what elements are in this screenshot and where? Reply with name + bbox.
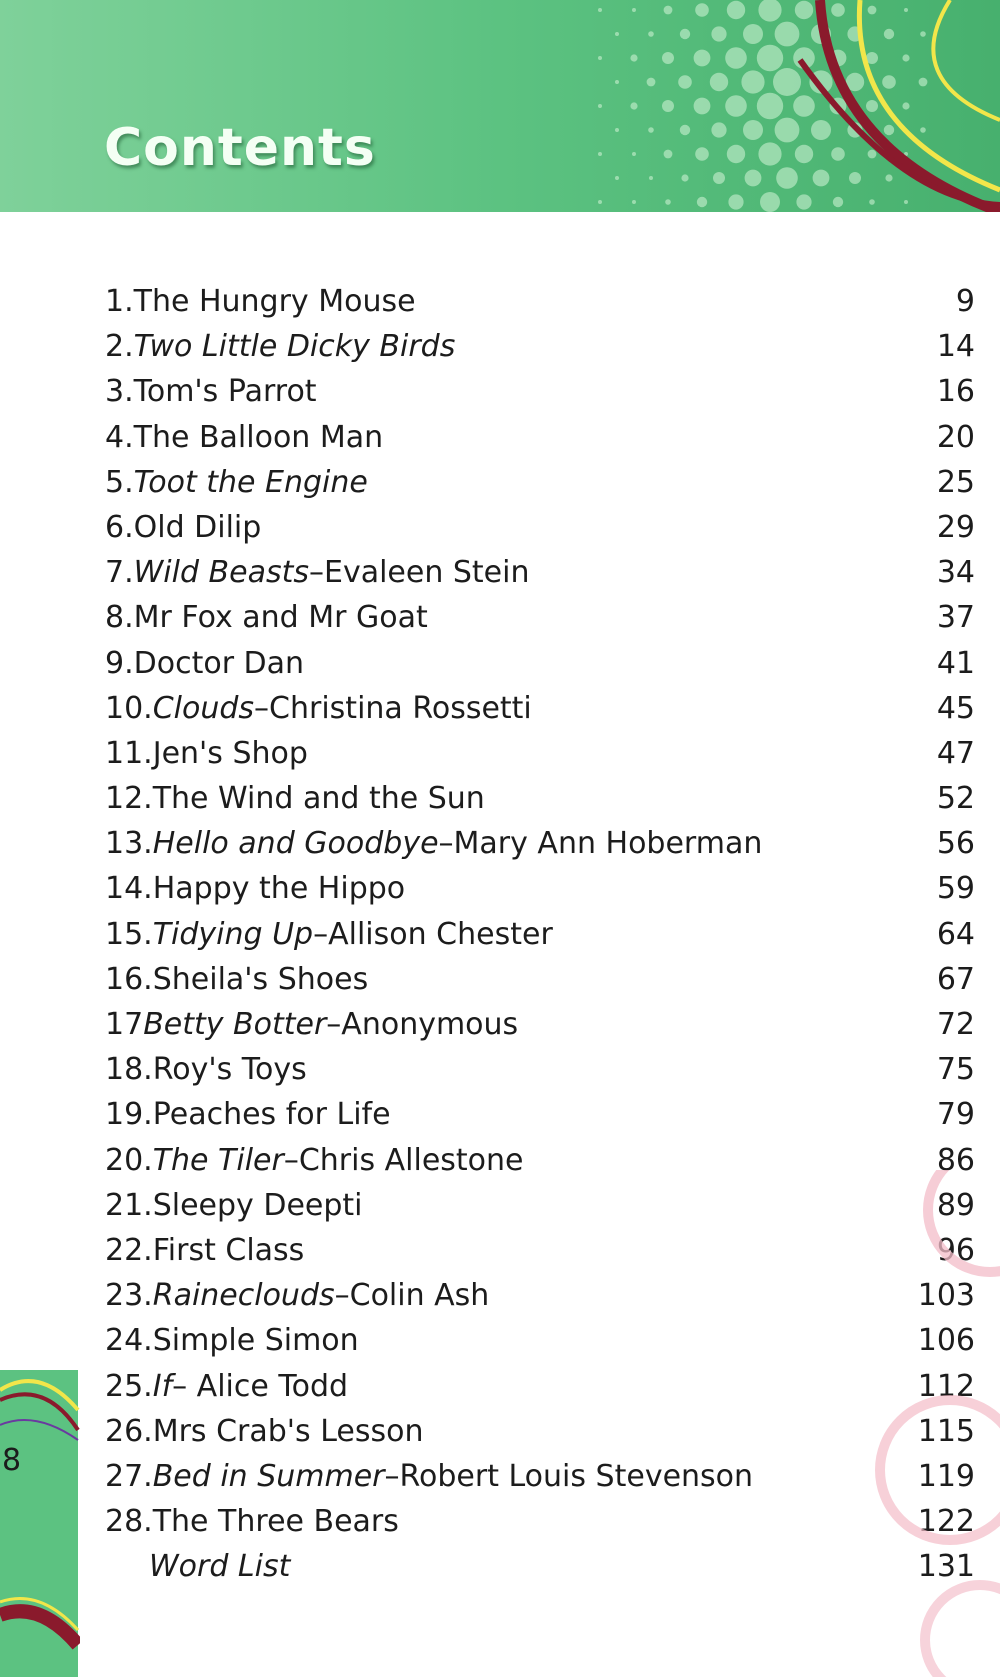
toc-entry-page: 14: [936, 329, 975, 365]
halftone-dot: [743, 120, 763, 140]
toc-entry-author: –Colin Ash: [334, 1278, 490, 1314]
halftone-dot: [902, 54, 909, 61]
halftone-dot: [741, 70, 764, 93]
toc-entry-page: 45: [936, 690, 975, 726]
toc-entry-page: 59: [936, 871, 975, 907]
toc-entry-author: –Chris Allestone: [283, 1142, 524, 1178]
toc-entry-number: 28.: [105, 1504, 153, 1540]
toc-entry-number: 8.: [105, 600, 134, 636]
toc-entry-number: 5.: [105, 464, 134, 500]
halftone-dot: [632, 8, 636, 12]
toc-entry-title: Tidying Up: [152, 916, 314, 952]
toc-entry: [105, 731, 985, 776]
toc-entry-title: The Balloon Man: [133, 419, 384, 455]
toc-entry-page: 131: [917, 1549, 975, 1585]
toc-entry-page: 47: [936, 735, 975, 771]
toc-entry: [105, 641, 985, 686]
halftone-dot: [711, 26, 726, 41]
halftone-dot: [904, 8, 908, 12]
halftone-dot: [647, 78, 656, 87]
toc-entry-title: Mrs Crab's Lesson: [152, 1413, 424, 1449]
halftone-dot: [664, 150, 673, 159]
toc-entry-number: 26.: [105, 1413, 153, 1449]
halftone-dot: [831, 3, 845, 17]
toc-entry-title: Raineclouds: [152, 1278, 335, 1314]
halftone-dot: [831, 147, 845, 161]
toc-entry: [105, 686, 985, 731]
toc-entry: [105, 595, 985, 640]
toc-entry: [105, 1002, 985, 1047]
toc-entry-page: 37: [936, 600, 975, 636]
toc-entry: [105, 776, 985, 821]
halftone-dot: [775, 22, 800, 47]
toc-entry-author: –Anonymous: [326, 1007, 519, 1042]
toc-entry-title: Happy the Hippo: [152, 871, 406, 907]
toc-entry-title: Toot the Engine: [133, 464, 368, 500]
halftone-dot: [711, 122, 726, 137]
halftone-dots-decoration: [0, 0, 1000, 212]
halftone-dot: [713, 172, 725, 184]
toc-entry-title: First Class: [152, 1232, 305, 1268]
toc-entry-number: 13.: [105, 826, 153, 862]
halftone-dot: [868, 6, 877, 15]
halftone-dot: [760, 192, 780, 212]
halftone-dot: [615, 176, 619, 180]
halftone-dot: [648, 31, 654, 37]
halftone-dot: [710, 73, 728, 91]
halftone-dot: [795, 1, 813, 19]
halftone-dot: [725, 47, 747, 69]
toc-entry-title: Tom's Parrot: [133, 374, 317, 410]
toc-entry-number: 23.: [105, 1278, 153, 1314]
toc-entry-number: 6.: [105, 509, 134, 545]
halftone-dot: [866, 100, 878, 112]
toc-entry-number: 9.: [105, 645, 134, 681]
toc-entry-page: 67: [936, 961, 975, 997]
toc-entry-title: Hello and Goodbye: [152, 826, 439, 862]
toc-entry-page: 115: [917, 1413, 975, 1449]
toc-entry-number: 11.: [105, 735, 153, 771]
halftone-dot: [694, 98, 711, 115]
halftone-dot: [919, 78, 928, 87]
halftone-dot: [632, 200, 636, 204]
toc-entry-title: Roy's Toys: [152, 1052, 307, 1088]
toc-entry-number: 20.: [105, 1142, 153, 1178]
halftone-dot: [632, 152, 636, 156]
toc-entry-title: Sheila's Shoes: [152, 961, 369, 997]
halftone-dot: [598, 200, 602, 204]
toc-entry-number: 24.: [105, 1323, 153, 1359]
toc-entry-title: Word List: [149, 1549, 291, 1585]
toc-entry-title: Old Dilip: [133, 509, 262, 545]
halftone-dot: [743, 24, 763, 44]
toc-entry-author: –Allison Chester: [313, 916, 553, 952]
halftone-dot: [758, 142, 781, 165]
toc-entry: [105, 369, 985, 414]
toc-entry-page: 34: [936, 555, 975, 591]
header-banner: [0, 0, 1000, 212]
halftone-dot: [920, 31, 926, 37]
halftone-dot: [884, 29, 894, 39]
halftone-dot: [615, 32, 619, 36]
toc-entry-title: Clouds: [152, 690, 255, 726]
halftone-dot: [662, 100, 674, 112]
halftone-dot: [745, 170, 762, 187]
toc-entry-title: The Hungry Mouse: [133, 284, 416, 319]
toc-entry-number: 22.: [105, 1232, 153, 1268]
halftone-dot: [902, 102, 909, 109]
halftone-dot: [598, 56, 602, 60]
toc-entry-title: Wild Beasts: [133, 555, 309, 591]
toc-entry-page: 112: [917, 1368, 975, 1404]
toc-entry-title: Peaches for Life: [152, 1097, 391, 1133]
toc-entry-author: –Evaleen Stein: [308, 555, 530, 591]
toc-entry: [105, 912, 985, 957]
halftone-dot: [728, 194, 743, 209]
halftone-dot: [868, 150, 877, 159]
halftone-dot: [796, 194, 811, 209]
halftone-dot: [793, 95, 815, 117]
toc-entry-page: 56: [936, 826, 975, 862]
toc-entry-author: –Mary Ann Hoberman: [438, 826, 763, 862]
toc-entry: [105, 415, 985, 460]
halftone-dot: [694, 50, 711, 67]
toc-entry-title: Simple Simon: [152, 1323, 359, 1359]
toc-entry-number: 12.: [105, 781, 153, 817]
toc-entry-page: 89: [936, 1187, 975, 1223]
toc-entry-page: 52: [936, 781, 975, 817]
halftone-dot: [680, 29, 690, 39]
swirl-arc: [859, 0, 1000, 190]
toc-entry-page: 25: [936, 464, 975, 500]
toc-entry-author: – Alice Todd: [172, 1368, 349, 1404]
toc-entry-page: 106: [917, 1323, 975, 1359]
halftone-dot: [598, 152, 602, 156]
toc-entry-number: 17: [105, 1007, 144, 1042]
halftone-dot: [697, 197, 707, 207]
toc-entry-author: –Christina Rossetti: [254, 690, 532, 726]
toc-entry-number: 4.: [105, 419, 134, 455]
toc-entry-number: 7.: [105, 555, 134, 591]
halftone-dot: [598, 8, 602, 12]
halftone-dot: [811, 120, 831, 140]
pink-ring-decoration: [850, 1170, 1000, 1677]
toc-entry-title: If: [152, 1368, 173, 1404]
halftone-dot: [885, 174, 892, 181]
toc-entry: [105, 550, 985, 595]
toc-entry-number: 1.: [105, 284, 134, 319]
halftone-dot: [695, 3, 709, 17]
halftone-dot: [648, 127, 654, 133]
halftone-dot: [630, 102, 637, 109]
toc-entry-title: The Three Bears: [152, 1504, 399, 1540]
halftone-dot: [813, 170, 830, 187]
halftone-dot: [884, 125, 894, 135]
page-number: 8: [2, 1443, 22, 1478]
toc-entry: [105, 324, 985, 369]
toc-entry: [105, 1047, 985, 1092]
toc-entry-title: Bed in Summer: [152, 1458, 385, 1494]
toc-entry: [105, 505, 985, 550]
toc-entry-number: 14.: [105, 871, 153, 907]
toc-entry-page: 96: [936, 1232, 975, 1268]
halftone-dot: [849, 172, 861, 184]
swirl-arc: [933, 0, 1000, 120]
toc-entry-number: 18.: [105, 1052, 153, 1088]
toc-entry-page: 75: [936, 1052, 975, 1088]
halftone-dot: [649, 176, 653, 180]
toc-entry-page: 16: [936, 374, 975, 410]
halftone-dot: [662, 52, 674, 64]
halftone-dot: [795, 145, 813, 163]
halftone-dot: [727, 1, 745, 19]
halftone-dot: [882, 75, 896, 89]
toc-entry-number: 2.: [105, 329, 134, 365]
toc-entry-page: 64: [936, 916, 975, 952]
halftone-dot: [665, 199, 671, 205]
toc-entry-page: 29: [936, 509, 975, 545]
toc-entry-title: Two Little Dicky Birds: [133, 329, 456, 365]
halftone-dot: [776, 167, 798, 189]
halftone-dot: [904, 200, 908, 204]
halftone-dot: [833, 197, 843, 207]
toc-entry-page: 103: [917, 1278, 975, 1314]
toc-entry-page: 79: [936, 1097, 975, 1133]
toc-entry-number: 25.: [105, 1368, 153, 1404]
toc-entry: [105, 821, 985, 866]
toc-entry-number: 3.: [105, 374, 134, 410]
halftone-dot: [615, 128, 619, 132]
toc-entry-title: Sleepy Deepti: [152, 1187, 363, 1223]
halftone-dot: [725, 95, 747, 117]
toc-entry-title: Jen's Shop: [152, 735, 308, 771]
toc-entry-number: 19.: [105, 1097, 153, 1133]
toc-entry-page: 41: [936, 645, 975, 681]
toc-entry-number: 21.: [105, 1187, 153, 1223]
halftone-dot: [681, 174, 688, 181]
halftone-dot: [678, 75, 692, 89]
halftone-dot: [615, 80, 619, 84]
halftone-dot: [775, 118, 800, 143]
toc-entry-title: The Tiler: [152, 1142, 284, 1178]
toc-entry-number: 16.: [105, 961, 153, 997]
toc-entry: [105, 957, 985, 1002]
halftone-dot: [757, 45, 783, 71]
toc-entry-number: 15.: [105, 916, 153, 952]
halftone-dot: [920, 127, 926, 133]
toc-entry: [105, 1092, 985, 1137]
toc-entry-title: Doctor Dan: [133, 645, 305, 681]
toc-entry-page: 20: [936, 419, 975, 455]
toc-entry-page: 86: [936, 1142, 975, 1178]
halftone-dot: [773, 68, 801, 96]
toc-entry-page: 72: [936, 1007, 975, 1042]
toc-entry-title: Mr Fox and Mr Goat: [133, 600, 428, 636]
toc-entry-author: –Robert Louis Stevenson: [384, 1458, 754, 1494]
toc-entry-page: 122: [917, 1504, 975, 1540]
left-swirl-decoration: [0, 1370, 80, 1677]
toc-entry: [105, 279, 985, 324]
halftone-dot: [680, 125, 690, 135]
halftone-dot: [664, 6, 673, 15]
halftone-dot: [630, 54, 637, 61]
toc-entry-page: 119: [917, 1458, 975, 1494]
toc-entry-page: 9: [955, 284, 975, 319]
toc-entry-title: Betty Botter: [143, 1007, 327, 1042]
halftone-dot: [695, 147, 709, 161]
halftone-dot: [758, 0, 781, 22]
halftone-dot: [727, 145, 745, 163]
toc-entry-title: The Wind and the Sun: [152, 781, 485, 817]
page-title: Contents: [104, 118, 376, 178]
toc-entry-number: 10.: [105, 690, 153, 726]
halftone-dot: [869, 199, 875, 205]
toc-entry: [105, 460, 985, 505]
toc-entry-number: 27.: [105, 1458, 153, 1494]
halftone-dot: [598, 104, 602, 108]
toc-entry: [105, 866, 985, 911]
halftone-dot: [757, 93, 783, 119]
